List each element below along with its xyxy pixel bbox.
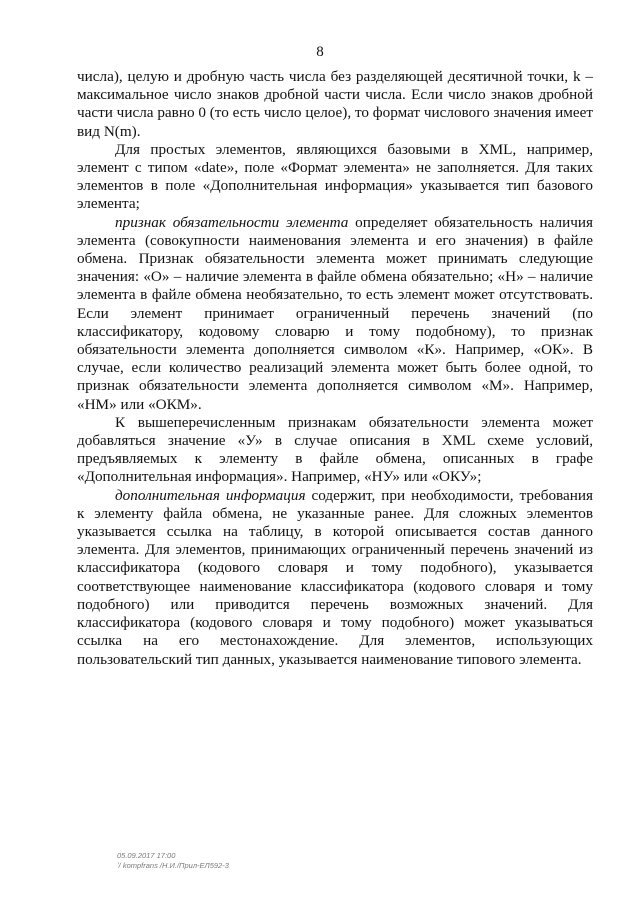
paragraph-condition-flag xyxy=(77,414,593,487)
document-body xyxy=(77,68,593,669)
paragraph-text: содержит, при необходимости, требования к элементу файла обмена, не указанные ранее. Для сложных элементов указывается ссылка на таблицу, в которой описывается состав данного элемента. Для элементов, принимающих ограниченный перечень значений из классификатора (кодового словаря и тому подобного), указывается соответствующее наименование классификатора (кодового словаря и тому подобного) или приводится перечень возможных значений. Для классификатора (кодового словаря и тому подобного) может указываться ссылка на его местонахождение. Для элементов, использующих пользовательский тип данных, указывается наименование типового элемента. xyxy=(77,486,593,668)
page-number: 8 xyxy=(316,44,324,60)
term-additional-info: дополнительная информация xyxy=(115,486,306,504)
paragraph-text: числа), целую и дробную часть числа без разделяющей десятичной точки, k – максимальное число знаков дробной части числа. Если число знаков дробной части числа равно 0 (то есть число целое), то формат числового значения имеет вид N(m). xyxy=(77,68,593,140)
footer-file-path: ʼ/ kompfrans /Н.И./Прил-ЕЛ592-3 xyxy=(117,860,229,870)
print-stamp-footer xyxy=(117,851,229,870)
footer-timestamp: 05.09.2017 17:00 xyxy=(117,851,176,860)
paragraph-text: К вышеперечисленным признакам обязательности элемента может добавляться значение «У» в случае описания в XML схеме условий, предъявляемых к элементу в файле обмена, описанных в графе «Дополнительная информация». Например, «НУ» или «ОКУ»; xyxy=(77,413,593,486)
paragraph-additional-info xyxy=(77,487,593,669)
paragraph-text: определяет обязательность наличия элемента (совокупности наименования элемента и его значения) в файле обмена. Признак обязательности элемента может принимать следующие значения: «О» – наличие элемента в файле обмена обязательно; «Н» – наличие элемента в файле обмена необязательно, то есть элемент может отсутствовать. Если элемент принимает ограниченный перечень значений (по классификатору, кодовому словарю и тому подобному), то признак обязательности элемента дополняется символом «К». Например, «ОК». В случае, если количество реализаций элемента может быть более одной, то признак обязательности элемента дополняется символом «М». Например, «НМ» или «ОКМ». xyxy=(77,213,593,413)
paragraph-mandatory-flag xyxy=(77,214,593,414)
paragraph-text: Для простых элементов, являющихся базовыми в XML, например, элемент с типом «date», поле «Формат элемента» не заполняется. Для таких элементов в поле «Дополнительная информация» указывается тип базового элемента; xyxy=(77,140,593,213)
paragraph-number-format xyxy=(77,68,593,141)
paragraph-simple-elements xyxy=(77,141,593,214)
term-mandatory-flag: признак обязательности элемента xyxy=(115,213,349,231)
